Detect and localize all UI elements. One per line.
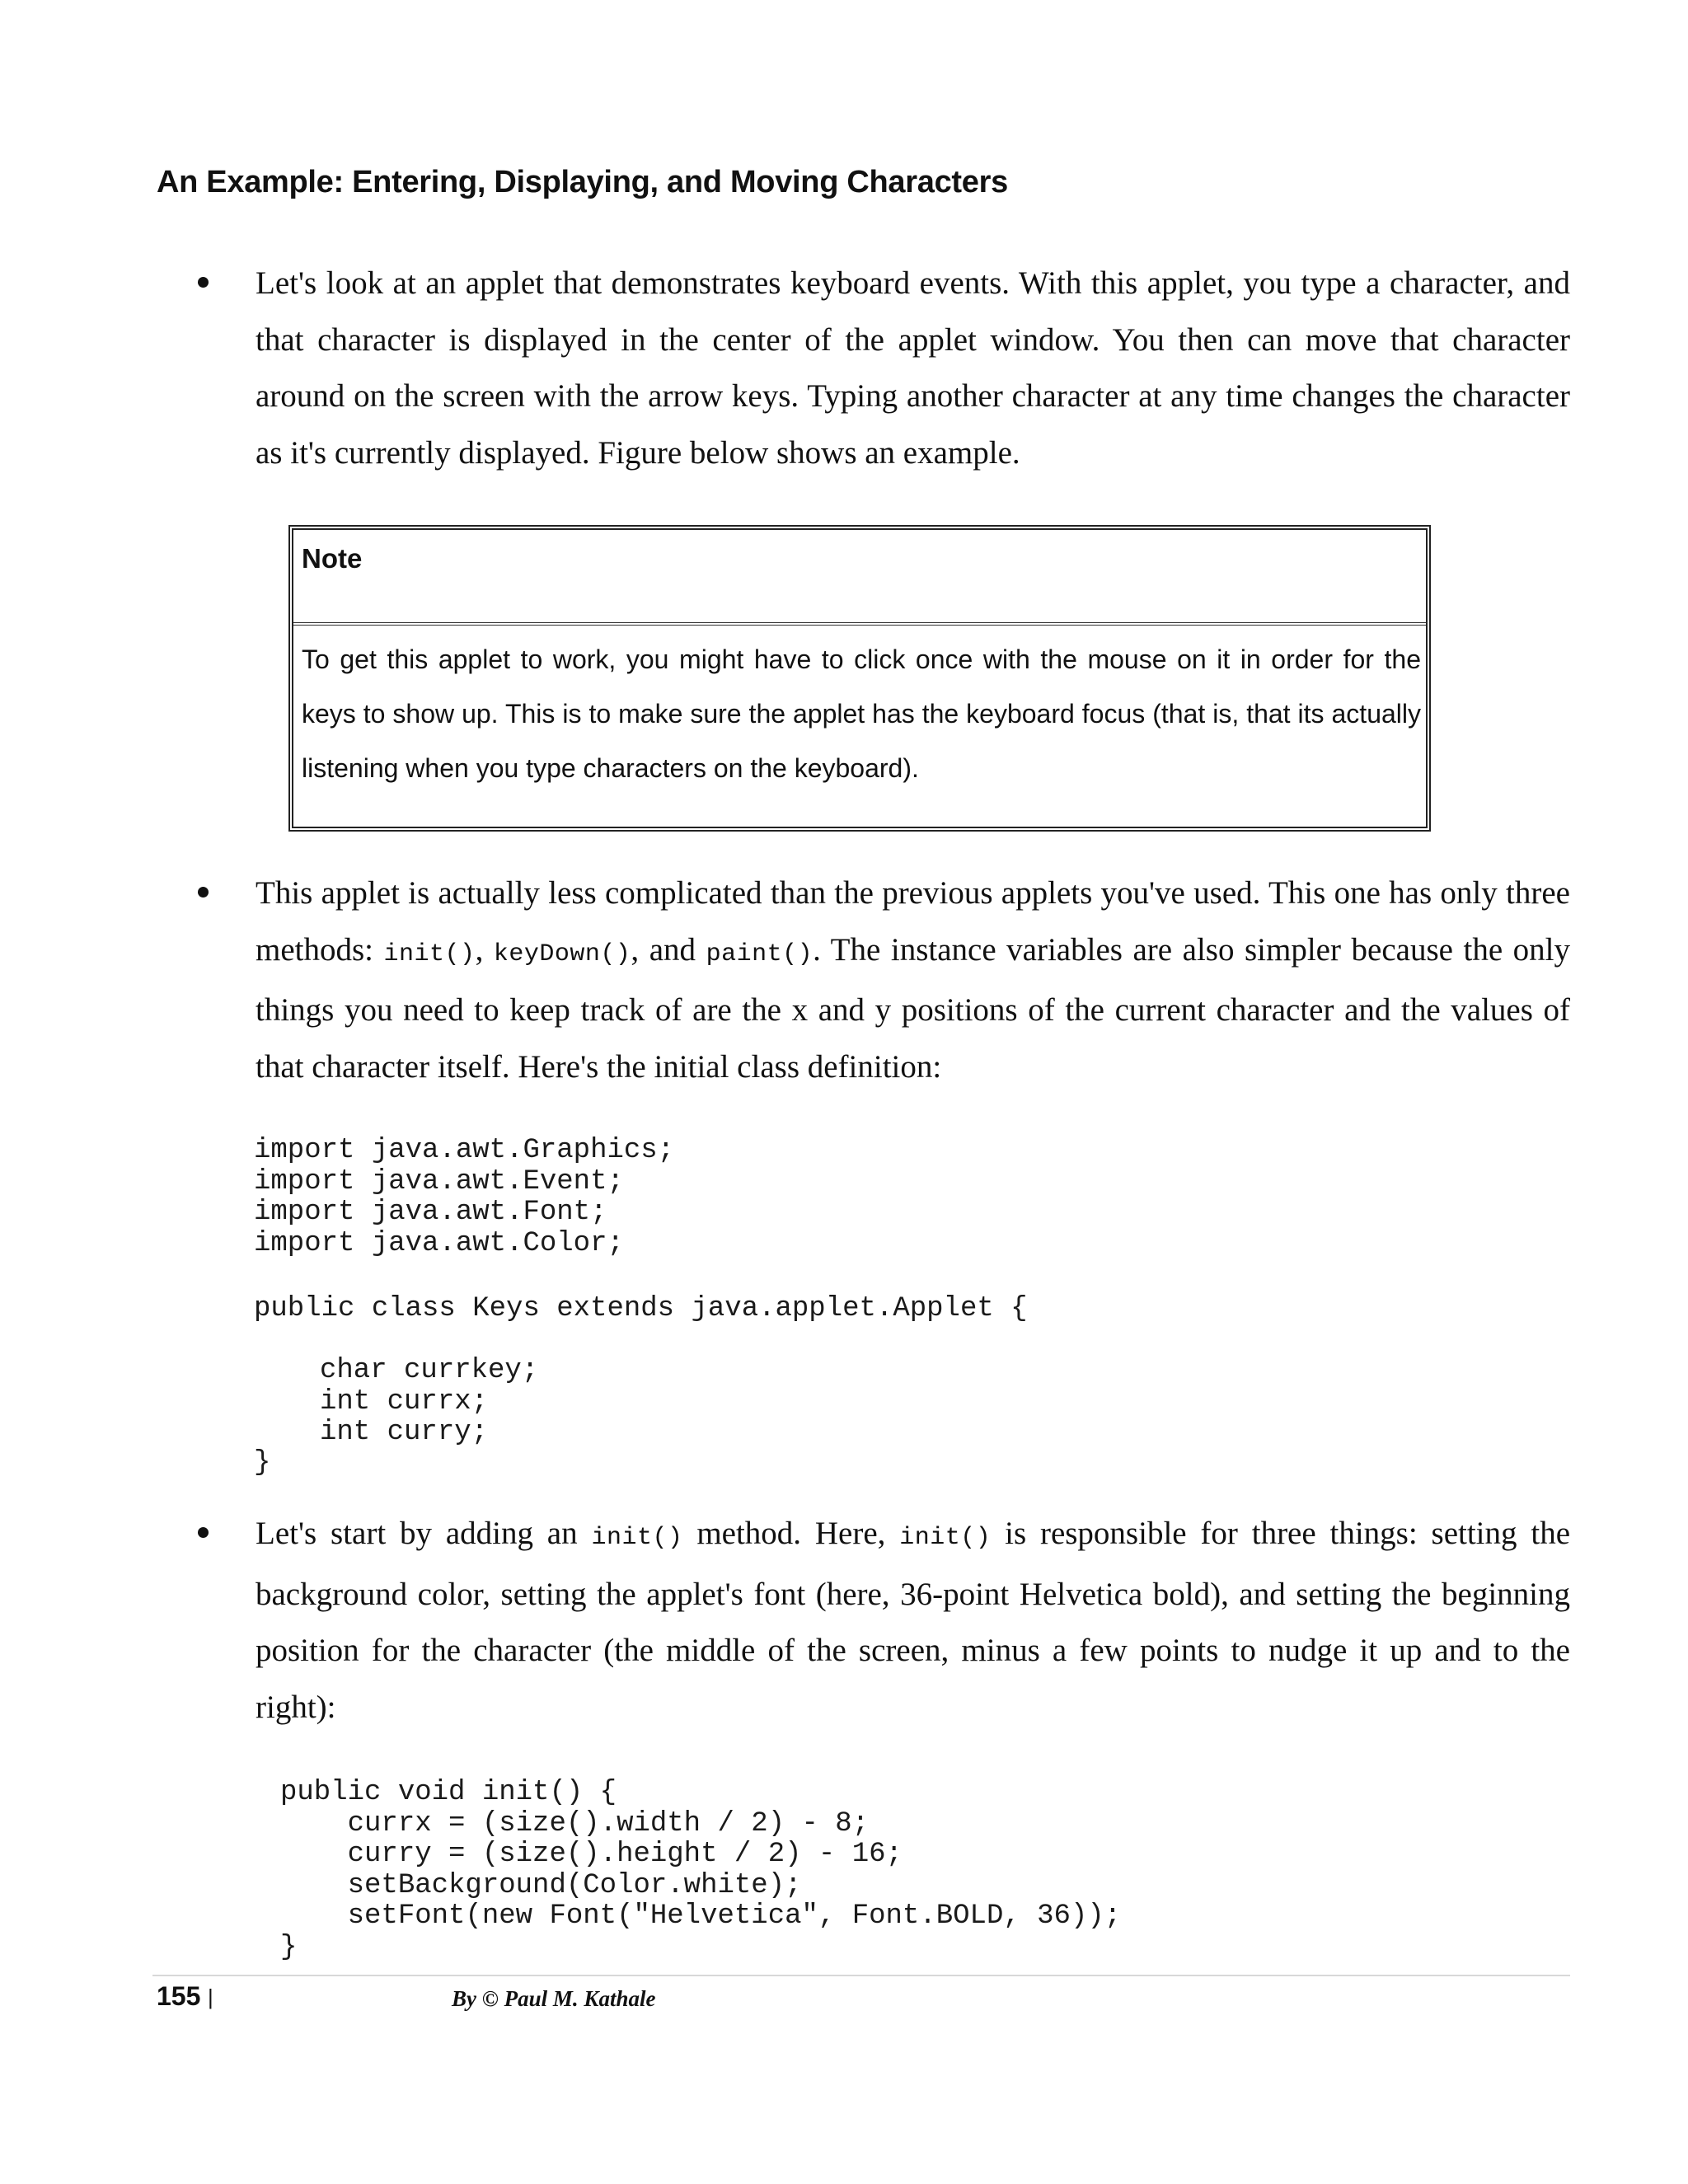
bullet-item-intro (198, 255, 1570, 481)
note-header (293, 530, 1426, 626)
code-imports: import java.awt.Graphics; import java.awt.Event; import java.awt.Font; import java.awt.Color; (254, 1135, 675, 1259)
code-class-declaration: public class Keys extends java.applet.Applet { (254, 1293, 1028, 1324)
bullet-text (256, 1506, 1570, 1736)
inline-code: init() (383, 940, 476, 968)
note-body: To get this applet to work, you might have to click once with the mouse on it in order for the keys to show up. This is to make sure the applet has the keyboard focus (that is, that its actually listening when you type characters on the keyboard). (302, 644, 1421, 783)
bullet-item-methods (198, 865, 1570, 1095)
text-run: Let's start by adding an (256, 1516, 592, 1551)
bullet-dot-icon (198, 1527, 209, 1538)
bullet-text (256, 865, 1570, 1095)
note-title: Note (302, 543, 363, 574)
section-heading: An Example: Entering, Displaying, and Moving Characters (157, 165, 1008, 199)
inline-code: init() (899, 1524, 992, 1552)
code-class-close: } (254, 1447, 271, 1479)
bullet-dot-icon (198, 277, 209, 288)
footer-author: By © Paul M. Kathale (452, 1986, 656, 2011)
text-run: method. Here, (682, 1516, 900, 1551)
code-fields: char currkey; int currx; int curry; (320, 1355, 539, 1448)
inline-code: keyDown() (493, 940, 631, 968)
footer-divider (152, 1975, 1570, 1976)
code-init-method: public void init() { currx = (size().width / 2) - 8; curry = (size().height / 2) - 16; setBackground(Color.white); setFont(new Font("Helvetica", Font.BOLD, 36)); } (280, 1777, 1122, 1963)
inline-code: init() (591, 1524, 683, 1552)
page-number-separator: | (208, 1985, 213, 2009)
text-run: is responsible for three things: setting the background color, setting the applet's font (here, 36-point Helvetica bold), and setting the beginning position for the character (the middle of the screen, minus a few points to nudge it up and to the right): (256, 1516, 1571, 1725)
inline-code: paint() (706, 940, 814, 968)
text-run: . The instance variables are also simpler because the only things you need to keep track of are the x and y positions of the current character and the values of that character itself. Here's the initial class definition: (256, 931, 1571, 1085)
text-run: , (475, 931, 494, 968)
text-run: This applet is actually less complicated than the previous applets you've used. This one has only three methods: (256, 875, 1570, 968)
bullet-item-init (198, 1506, 1570, 1736)
note-box (288, 525, 1431, 832)
bullet-dot-icon (198, 887, 209, 898)
page-number: 155 (157, 1981, 201, 2011)
text-run: , and (631, 931, 706, 968)
bullet-text: Let's look at an applet that demonstrates keyboard events. With this applet, you type a character, and that character is displayed in the center of the applet window. You then can move that character around on the screen with the arrow keys. Typing another character at any time changes the character as it's currently displayed. Figure below shows an example. (256, 265, 1570, 471)
